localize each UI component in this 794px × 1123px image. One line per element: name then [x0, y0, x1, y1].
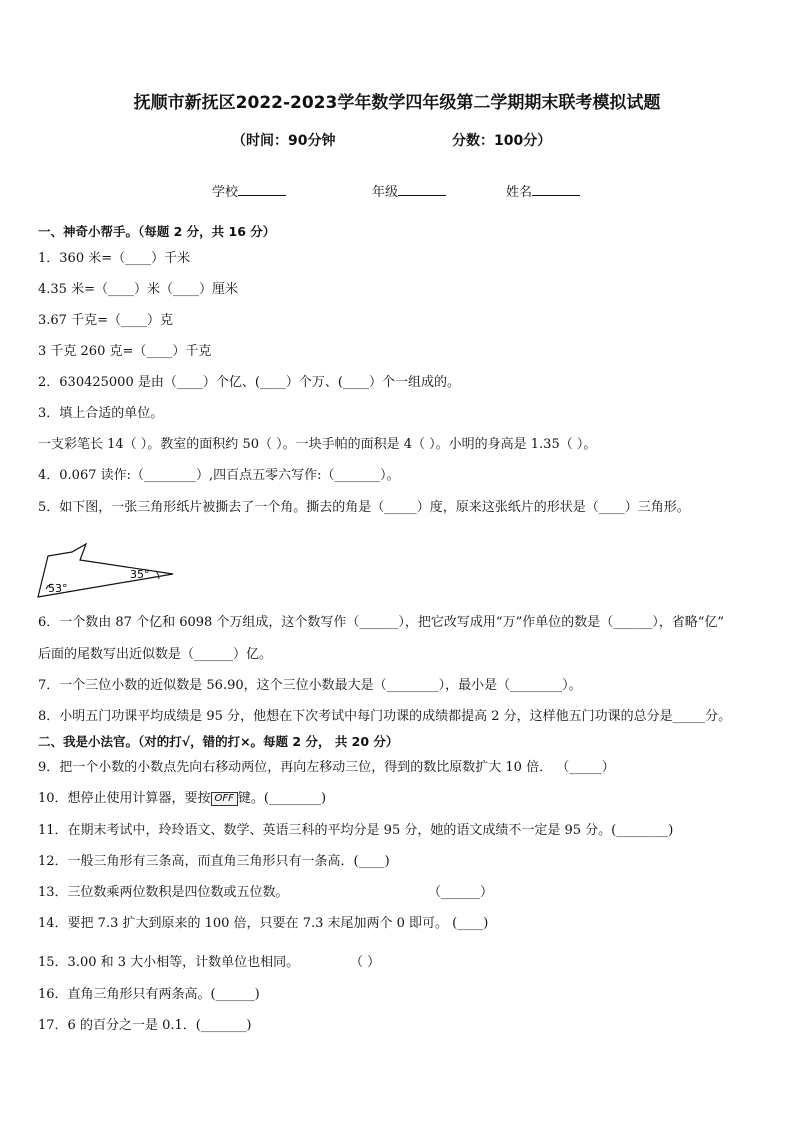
question-9: 9．把一个小数的小数点先向右移动两位，再向左移动三位，得到的数比原数扩大 10 倍． （_____）: [38, 760, 615, 775]
question-3: 3．填上合适的单位。: [38, 406, 164, 421]
question-10: [38, 790, 326, 808]
angle-label-53: 53°: [48, 582, 68, 595]
school-label: 学校: [212, 185, 239, 200]
question-12: 12．一般三角形有三条高，而直角三角形只有一条高．(____): [38, 854, 390, 869]
grade-field[interactable]: [372, 181, 446, 200]
question-11: 11．在期末考试中，玲玲语文、数学、英语三科的平均分是 95 分，她的语文成绩不一定是 95 分。(________): [38, 823, 674, 838]
question-1b: 4.35 米=（____）米（____）厘米: [38, 282, 238, 297]
off-key-icon: OFF: [211, 792, 238, 806]
question-17: 17．6 的百分之一是 0.1．(_______): [38, 1018, 252, 1033]
question-1a: 1．360 米=（____）千米: [38, 251, 191, 266]
question-15-answer: （ ）: [350, 955, 381, 970]
name-label: 姓名: [506, 185, 533, 200]
school-field[interactable]: [212, 181, 286, 200]
question-15: 15．3.00 和 3 大小相等，计数单位也相同。: [38, 955, 300, 970]
question-5: 5．如下图，一张三角形纸片被撕去了一个角。撕去的角是（_____）度，原来这张纸片的形状是（____）三角形。: [38, 500, 690, 515]
question-14: 14．要把 7.3 扩大到原来的 100 倍，只要在 7.3 末尾加两个 0 即可。 (____): [38, 916, 489, 931]
exam-title: 抚顺市新抚区2022-2023学年数学四年级第二学期期末联考模拟试题: [133, 93, 661, 113]
section-2-heading: 二、我是小法官。（对的打√，错的打×。每题 2 分， 共 20 分）: [38, 734, 399, 749]
question-6: 6．一个数由 87 个亿和 6098 个万组成，这个数写作（______），把它改写成用“万”作单位的数是（______），省略“亿”: [38, 615, 725, 630]
question-4: 4．0.067 读作:（________）,四百点五零六写作:（_______）。: [38, 468, 400, 483]
question-10-text: 10．想停止使用计算器，要按: [38, 791, 211, 806]
section-1-heading: 一、神奇小帮手。（每题 2 分，共 16 分）: [38, 224, 276, 239]
question-16: 16．直角三角形只有两条高。(______): [38, 987, 260, 1002]
question-1d: 3 千克 260 克=（____）千克: [38, 344, 212, 359]
angle-label-35: 35°: [130, 568, 150, 581]
question-7: 7．一个三位小数的近似数是 56.90，这个三位小数最大是（________），最小是（________）。: [38, 678, 582, 693]
question-13-answer: （______）: [428, 885, 494, 900]
exam-time: （时间：90分钟: [232, 133, 336, 149]
question-10-answer: 键。(________): [237, 791, 327, 806]
question-8: 8．小明五门功课平均成绩是 95 分，他想在下次考试中每门功课的成绩都提高 2 分，这样他五门功课的总分是_____分。: [38, 709, 732, 724]
exam-score: 分数：100分）: [452, 133, 552, 149]
question-2: 2．630425000 是由（____）个亿、(____）个万、(____）个一组成的。: [38, 375, 460, 390]
question-13: 13．三位数乘两位数积是四位数或五位数。: [38, 885, 289, 900]
name-field[interactable]: [506, 181, 580, 200]
question-1c: 3.67 千克=（____）克: [38, 313, 173, 328]
question-6-cont: 后面的尾数写出近似数是（______）亿。: [38, 647, 273, 662]
grade-label: 年级: [372, 185, 399, 200]
question-3-body: 一支彩笔长 14（ ）。教室的面积约 50（ ）。一块手帕的面积是 4（ ）。小明的身高是 1.35（ ）。: [38, 437, 597, 452]
torn-triangle-figure: [34, 540, 184, 602]
